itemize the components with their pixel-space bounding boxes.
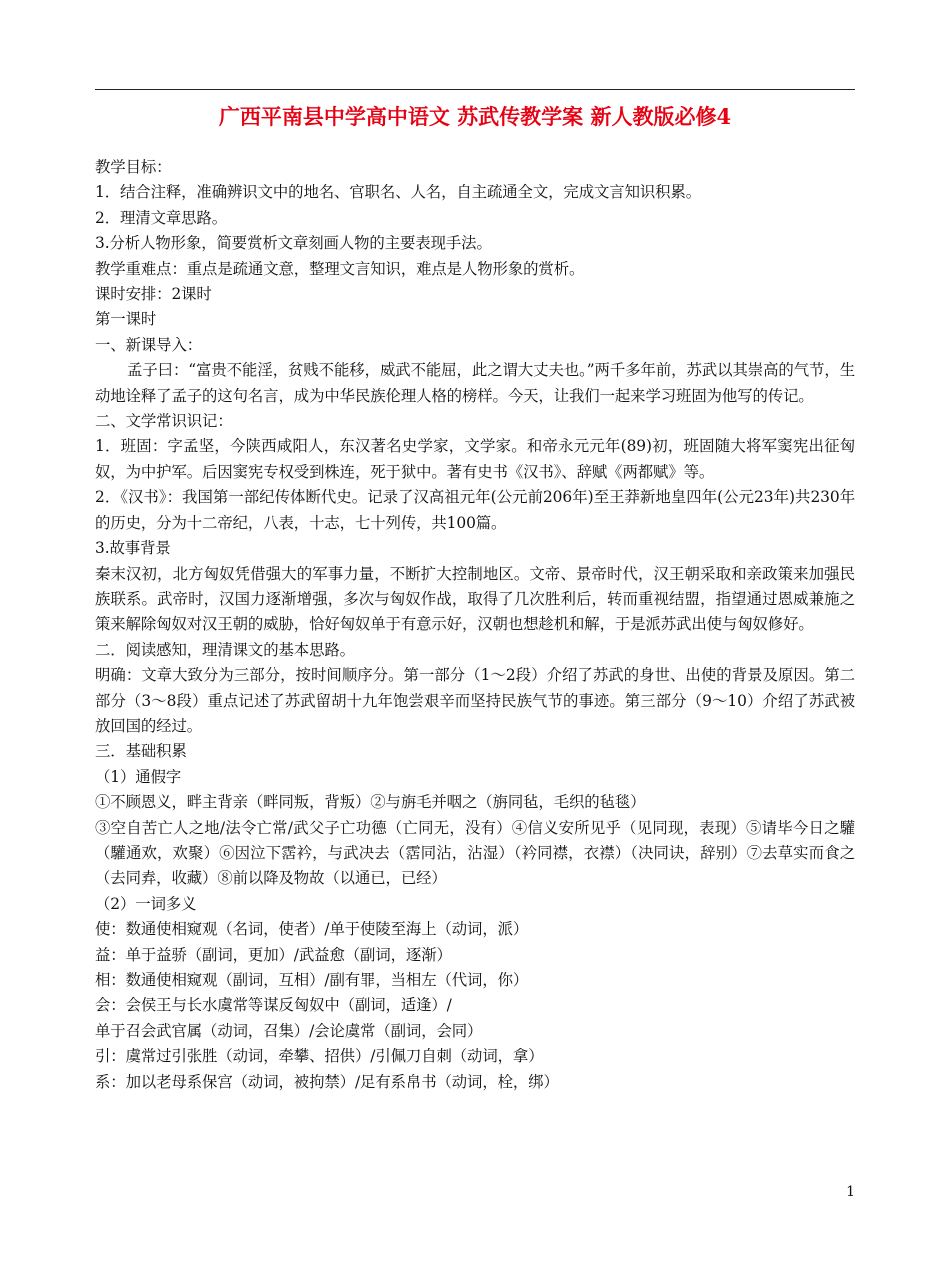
paragraph: 教学重难点：重点是疏通文意，整理文言知识，难点是人物形象的赏析。 xyxy=(95,259,585,278)
paragraph: 相：数通使相窥观（副词，互相）/副有罪，当相左（代词，你） xyxy=(95,971,529,989)
paragraph: 3.分析人物形象，简要赏析文章刻画人物的主要表现手法。 xyxy=(95,234,492,253)
section-heading: 二．阅读感知，理清课文的基本思路。 xyxy=(95,640,355,659)
paragraph: ①不顾恩义，畔主背亲（畔同叛，背叛）②与旃毛并咽之（旃同毡，毛织的毡毯） xyxy=(95,793,646,812)
paragraph: 引：虞常过引张胜（动词，牵攀、招供）/引佩刀自刺（动词，拿） xyxy=(95,1047,544,1066)
paragraph: 明确：文章大致分为三部分，按时间顺序分。第一部分（1～2段）介绍了苏武的身世、出使的背景及原因。第二部分（3～8段）重点记述了苏武留胡十九年饱尝艰辛而坚持民族气节的事迹。第三部分（9～10）介绍了苏武被放回国的经过。 xyxy=(95,666,855,735)
page-number: 1 xyxy=(846,1184,855,1200)
section-heading: 第一课时 xyxy=(95,310,157,329)
paragraph: ③空自苦亡人之地/法令亡常/武父子亡功德（亡同无，没有）④信义安所见乎（见同现，表现）⑤请毕今日之驩（驩通欢，欢聚）⑥因泣下霑衿，与武决去（霑同沾，沾湿）（衿同襟，衣襟）（决同诀，辞别）⑦去草实而食之（去同弆，收藏）⑧前以降及物故（以通已，已经） xyxy=(95,818,855,888)
section-heading: 一、新课导入： xyxy=(95,335,203,354)
paragraph: 孟子曰：“富贵不能淫，贫贱不能移，威武不能屈，此之谓大丈夫也。”两千多年前，苏武以其崇高的气节，生动地诠释了孟子的这句名言，成为中华民族伦理人格的榜样。今天，让我们一起来学习班固为他写的传记。 xyxy=(95,361,855,405)
section-heading: 3.故事背景 xyxy=(95,539,171,558)
paragraph: 2．理清文章思路。 xyxy=(95,208,228,227)
document-title: 广西平南县中学高中语文 苏武传教学案 新人教版必修4 xyxy=(218,104,732,129)
paragraph: 会：会侯王与长水虞常等谋反匈奴中（副词，适逢）/ xyxy=(95,996,452,1015)
paragraph: 系：加以老母系保宫（动词，被拘禁）/足有系帛书（动词，栓，绑） xyxy=(95,1072,559,1091)
subsection-heading: （1）通假字 xyxy=(95,767,182,786)
subsection-heading: （2）一词多义 xyxy=(95,894,197,913)
paragraph: 课时安排：2课时 xyxy=(95,285,212,304)
paragraph: 秦末汉初，北方匈奴凭借强大的军事力量，不断扩大控制地区。文帝、景帝时代，汉王朝采取和亲政策来加强民族联系。武帝时，汉国力逐渐增强，多次与匈奴作战，取得了几次胜利后，转而重视结盟，指望通过恩威兼施之策来解除匈奴对汉王朝的威胁，恰好匈奴单于有意示好，汉朝也想趁机和解，于是派苏武出使与匈奴修好。 xyxy=(95,564,855,634)
section-heading: 三．基础积累 xyxy=(95,742,187,761)
document-body xyxy=(95,155,855,1095)
paragraph: 单于召会武官属（动词，召集）/会论虞常（副词，会同） xyxy=(95,1021,483,1040)
header-rule xyxy=(95,89,855,90)
paragraph: 使：数通使相窥观（名词，使者）/单于使陵至海上（动词，派） xyxy=(95,920,529,939)
section-heading: 二、文学常识识记： xyxy=(95,412,233,431)
paragraph: 1．班固：字孟坚，今陕西咸阳人，东汉著名史学家，文学家。和帝永元元年(89)初，班固随大将军窦宪出征匈奴，为中护军。后因窦宪专权受到株连，死于狱中。著有史书《汉书》、辞赋《两都赋》等。 xyxy=(95,437,855,481)
paragraph: 2．《汉书》：我国第一部纪传体断代史。记录了汉高祖元年(公元前206年)至王莽新地皇四年(公元23年)共230年的历史，分为十二帝纪，八表，十志，七十列传，共100篇。 xyxy=(95,488,855,532)
paragraph: 益：单于益骄（副词，更加）/武益愈（副词，逐渐） xyxy=(95,945,452,964)
paragraph: 1．结合注释，准确辨识文中的地名、官职名、人名，自主疏通全文，完成文言知识积累。 xyxy=(95,183,702,202)
paragraph: 教学目标： xyxy=(95,158,172,176)
